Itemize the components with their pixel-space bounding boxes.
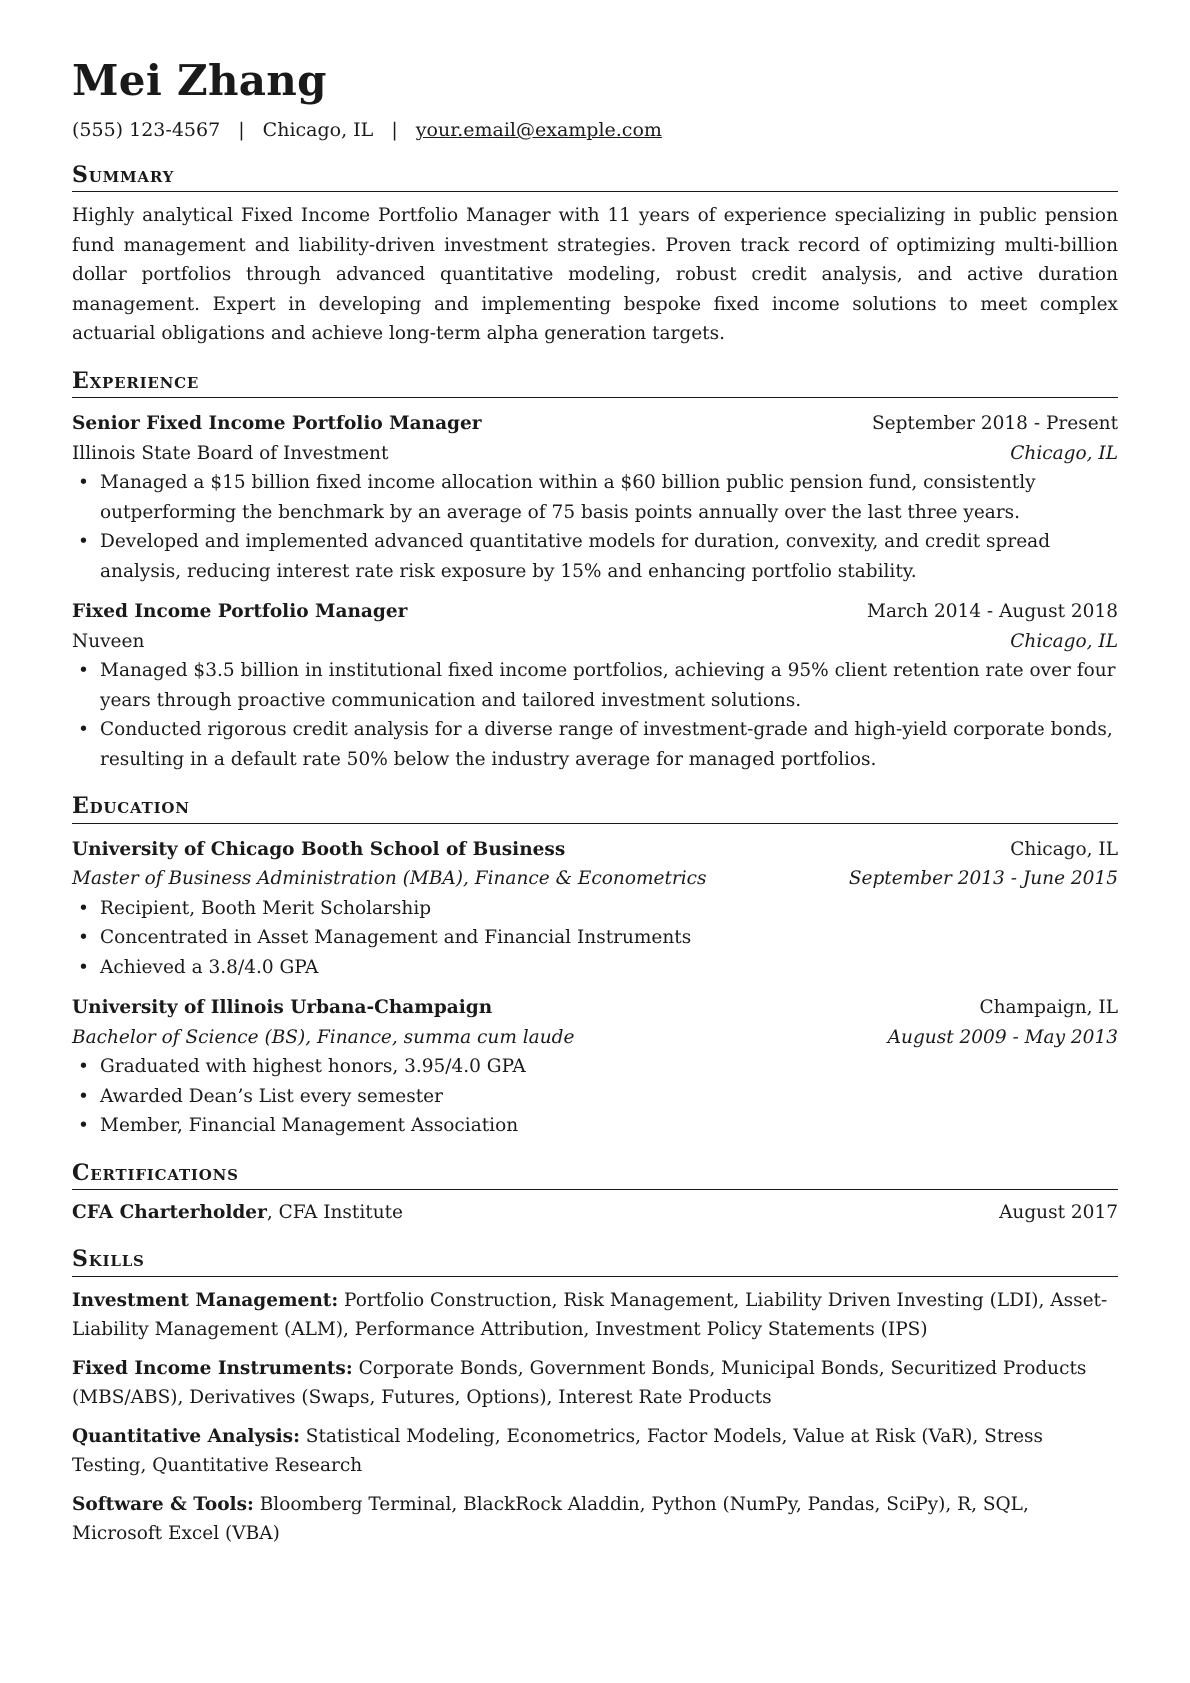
education-entry bbox=[72, 835, 1118, 983]
list-item: • Conducted rigorous credit analysis for a diverse range of investment-grade and high-yield corporate bonds, resulting in a default rate 50% below the industry average for managed portfolios. bbox=[72, 715, 1118, 774]
school-header-row bbox=[72, 835, 1118, 865]
job-title: Senior Fixed Income Portfolio Manager bbox=[72, 413, 482, 435]
job-bullets bbox=[72, 656, 1118, 774]
contact-separator: | bbox=[238, 119, 245, 142]
section-title-certifications: Certifications bbox=[72, 1160, 1118, 1190]
candidate-name: Mei Zhang bbox=[72, 56, 327, 105]
school-name: University of Illinois Urbana-Champaign bbox=[72, 997, 493, 1019]
skill-group bbox=[72, 1354, 1118, 1413]
phone-number: (555) 123-4567 bbox=[72, 119, 221, 142]
school-name: University of Chicago Booth School of Business bbox=[72, 838, 566, 860]
skill-text: Bloomberg Terminal, BlackRock Aladdin, Python (NumPy, Pandas, SciPy), R, SQL, Microsoft Excel (VBA) bbox=[72, 1493, 1029, 1545]
degree-row bbox=[72, 864, 1118, 894]
job-header-row bbox=[72, 409, 1118, 439]
skill-label: Fixed Income Instruments: bbox=[72, 1357, 353, 1379]
education-bullets bbox=[72, 894, 1118, 983]
list-item: • Recipient, Booth Merit Scholarship bbox=[72, 894, 1118, 924]
list-item: • Managed a $15 billion fixed income allocation within a $60 billion public pension fund, consistently outperforming the benchmark by an average of 75 basis points annually over the last three years. bbox=[72, 468, 1118, 527]
school-header-row bbox=[72, 993, 1118, 1023]
degree: Bachelor of Science (BS), Finance, summa cum laude bbox=[72, 1026, 575, 1048]
degree-dates: August 2009 - May 2013 bbox=[887, 1026, 1118, 1048]
education-entry bbox=[72, 993, 1118, 1141]
list-item: • Achieved a 3.8/4.0 GPA bbox=[72, 953, 1118, 983]
job-company-row bbox=[72, 439, 1118, 469]
skill-group bbox=[72, 1490, 1118, 1549]
job-company: Illinois State Board of Investment bbox=[72, 442, 389, 464]
section-title-summary: Summary bbox=[72, 162, 1118, 192]
school-location: Champaign, IL bbox=[979, 997, 1118, 1019]
contact-separator: | bbox=[391, 119, 398, 142]
skill-label: Quantitative Analysis: bbox=[72, 1425, 300, 1447]
certification bbox=[72, 1198, 403, 1228]
skill-text: Statistical Modeling, Econometrics, Factor Models, Value at Risk (VaR), Stress Testing, Quantitative Research bbox=[72, 1425, 1044, 1477]
summary-text: Highly analytical Fixed Income Portfolio Manager with 11 years of experience specializing in public pension fund management and liability-driven investment strategies. Proven track record of optimizing multi-billion dollar portfolios through advanced quantitative modeling, robust credit analysis, and active duration management. Expert in developing and implementing bespoke fixed income solutions to meet complex actuarial obligations and achieve long-term alpha generation targets. bbox=[72, 205, 1118, 345]
job-company-row bbox=[72, 627, 1118, 657]
certification-issuer: , CFA Institute bbox=[266, 1201, 403, 1223]
skill-group bbox=[72, 1422, 1118, 1481]
degree: Master of Business Administration (MBA), Finance & Econometrics bbox=[72, 868, 707, 890]
job-header-row bbox=[72, 597, 1118, 627]
list-item: • Managed $3.5 billion in institutional fixed income portfolios, achieving a 95% client retention rate over four years through proactive communication and tailored investment solutions. bbox=[72, 656, 1118, 715]
job-bullets bbox=[72, 468, 1118, 586]
list-item: • Graduated with highest honors, 3.95/4.0 GPA bbox=[72, 1052, 1118, 1082]
section-title-skills: Skills bbox=[72, 1246, 1118, 1276]
location: Chicago, IL bbox=[262, 119, 374, 142]
education-bullets bbox=[72, 1052, 1118, 1141]
skill-group bbox=[72, 1286, 1118, 1345]
section-title-education: Education bbox=[72, 793, 1118, 823]
job-location: Chicago, IL bbox=[1010, 442, 1118, 464]
contact-line bbox=[72, 118, 1118, 143]
job-location: Chicago, IL bbox=[1010, 630, 1118, 652]
email-link[interactable]: your.email@example.com bbox=[415, 119, 662, 142]
job-dates: September 2018 - Present bbox=[871, 413, 1118, 435]
certification-date: August 2017 bbox=[999, 1201, 1118, 1223]
section-title-experience: Experience bbox=[72, 368, 1118, 398]
list-item: • Developed and implemented advanced quantitative models for duration, convexity, and credit spread analysis, reducing interest rate risk exposure by 15% and enhancing portfolio stability. bbox=[72, 527, 1118, 586]
job-dates: March 2014 - August 2018 bbox=[867, 601, 1118, 623]
school-location: Chicago, IL bbox=[1010, 838, 1118, 860]
experience-entry bbox=[72, 597, 1118, 774]
job-company: Nuveen bbox=[72, 630, 145, 652]
list-item: • Awarded Dean’s List every semester bbox=[72, 1082, 1118, 1112]
certification-name: CFA Charterholder bbox=[72, 1201, 267, 1223]
list-item: • Member, Financial Management Association bbox=[72, 1111, 1118, 1141]
degree-dates: September 2013 - June 2015 bbox=[848, 868, 1118, 890]
certification-row bbox=[72, 1198, 1118, 1228]
experience-entry bbox=[72, 409, 1118, 586]
skill-label: Software & Tools: bbox=[72, 1493, 254, 1515]
list-item: • Concentrated in Asset Management and Financial Instruments bbox=[72, 923, 1118, 953]
skill-label: Investment Management: bbox=[72, 1289, 339, 1311]
degree-row bbox=[72, 1023, 1118, 1053]
skill-text: Corporate Bonds, Government Bonds, Municipal Bonds, Securitized Products (MBS/ABS), Derivatives (Swaps, Futures, Options), Interest Rate Products bbox=[72, 1357, 1087, 1409]
job-title: Fixed Income Portfolio Manager bbox=[72, 601, 408, 623]
skill-text: Portfolio Construction, Risk Management, Liability Driven Investing (LDI), Asset-Liability Management (ALM), Performance Attribution, Investment Policy Statements (IPS) bbox=[72, 1289, 1108, 1341]
